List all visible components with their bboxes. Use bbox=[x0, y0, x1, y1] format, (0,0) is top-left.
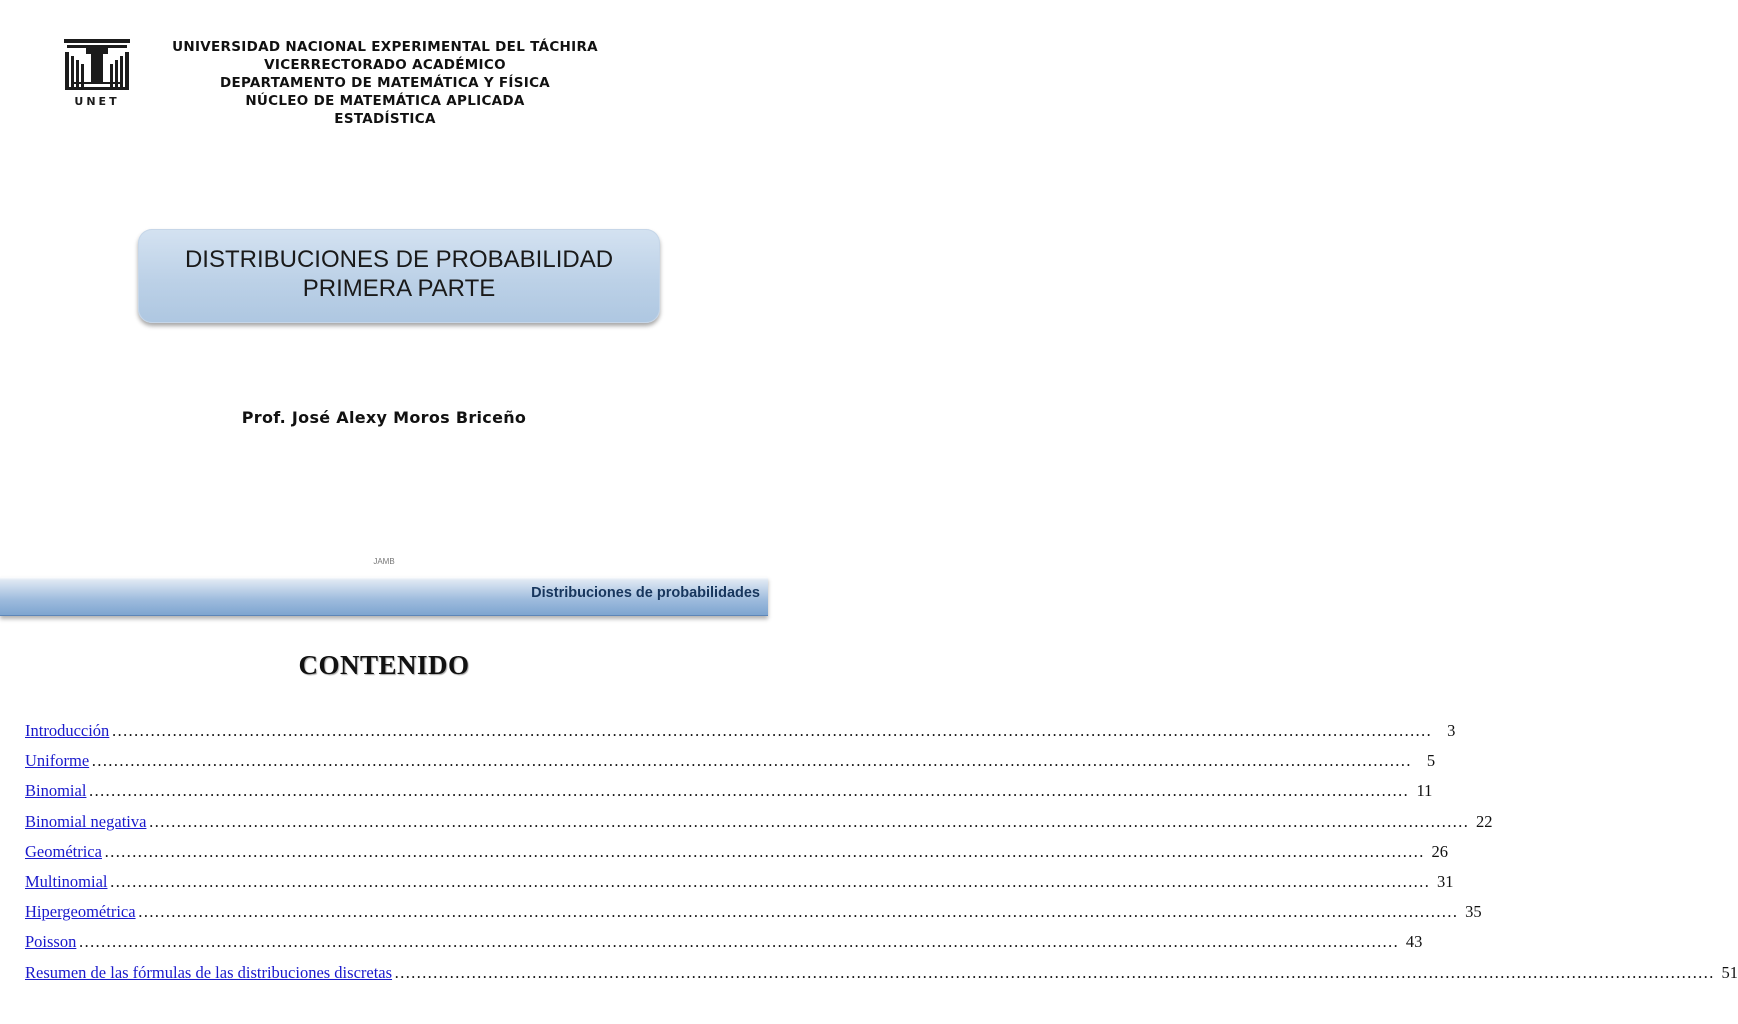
toc-row bbox=[25, 716, 1456, 746]
institution-line: DEPARTAMENTO DE MATEMÁTICA Y FÍSICA bbox=[219, 75, 551, 91]
institution-header bbox=[140, 38, 630, 128]
toc-row bbox=[25, 867, 1454, 897]
institution-line: ESTADÍSTICA bbox=[334, 111, 436, 127]
toc-page-number: 35 bbox=[1465, 902, 1482, 922]
toc-leader: …………………………………………………………………………………………………………………………………………………………………………………………………………………… bbox=[91, 751, 1412, 771]
toc-row bbox=[25, 897, 1482, 927]
toc-link[interactable]: Geométrica bbox=[25, 841, 102, 861]
toc-leader: …………………………………………………………………………………………………………………………………………………………………………………………………………………… bbox=[111, 721, 1432, 741]
institution-line: NÚCLEO DE MATEMÁTICA APLICADA bbox=[245, 93, 525, 109]
toc-page-number: 31 bbox=[1437, 872, 1454, 892]
toc-link[interactable]: Uniforme bbox=[25, 751, 90, 771]
toc-page-number: 51 bbox=[1721, 962, 1738, 982]
toc-page-number: 5 bbox=[1426, 751, 1436, 771]
title-line-1: DISTRIBUCIONES DE PROBABILIDAD bbox=[184, 246, 614, 273]
toc-row bbox=[25, 746, 1436, 776]
toc-leader: …………………………………………………………………………………………………………………………………………………………………………………………………………………… bbox=[394, 962, 1715, 982]
toc-row bbox=[25, 807, 1493, 837]
toc-leader: …………………………………………………………………………………………………………………………………………………………………………………………………………………… bbox=[148, 811, 1469, 831]
toc-leader: …………………………………………………………………………………………………………………………………………………………………………………………………………………… bbox=[109, 872, 1430, 892]
toc-page-number: 11 bbox=[1416, 781, 1433, 801]
toc-leader: …………………………………………………………………………………………………………………………………………………………………………………………………………………… bbox=[103, 841, 1424, 861]
title-box bbox=[138, 229, 660, 323]
toc-link[interactable]: Introducción bbox=[25, 721, 110, 741]
toc-link[interactable]: Binomial bbox=[25, 781, 87, 801]
toc-page-number: 26 bbox=[1431, 841, 1448, 861]
toc-link[interactable]: Resumen de las fórmulas de las distribuciones discretas bbox=[25, 962, 393, 982]
toc-row bbox=[25, 837, 1448, 867]
toc-link[interactable]: Poisson bbox=[25, 932, 77, 952]
band-label: Distribuciones de probabilidades bbox=[531, 585, 760, 601]
toc-row bbox=[25, 927, 1423, 957]
toc-page-number: 3 bbox=[1447, 721, 1456, 741]
toc-page-number: 22 bbox=[1475, 811, 1493, 831]
page-header-band bbox=[0, 577, 768, 616]
toc-link[interactable]: Hipergeométrica bbox=[25, 902, 136, 922]
institution-line: UNIVERSIDAD NACIONAL EXPERIMENTAL DEL TÁCHIRA bbox=[172, 39, 598, 55]
institution-line: VICERRECTORADO ACADÉMICO bbox=[264, 57, 506, 73]
author-name: Prof. José Alexy Moros Briceño bbox=[241, 408, 527, 427]
toc-leader: …………………………………………………………………………………………………………………………………………………………………………………………………………………… bbox=[88, 781, 1409, 801]
toc-leader: …………………………………………………………………………………………………………………………………………………………………………………………………………………… bbox=[137, 902, 1458, 922]
toc-page-number: 43 bbox=[1405, 932, 1423, 952]
footer-tag: JAMB bbox=[373, 557, 395, 566]
toc-row bbox=[25, 776, 1433, 806]
unet-logo bbox=[62, 38, 132, 108]
toc-row bbox=[25, 958, 1738, 988]
table-of-contents bbox=[25, 716, 1738, 988]
contents-title: CONTENIDO bbox=[298, 650, 470, 680]
toc-leader: …………………………………………………………………………………………………………………………………………………………………………………………………………………… bbox=[78, 932, 1399, 952]
title-line-2: PRIMERA PARTE bbox=[302, 275, 496, 302]
logo-text: UNET bbox=[74, 95, 120, 108]
toc-link[interactable]: Multinomial bbox=[25, 872, 108, 892]
toc-link[interactable]: Binomial negativa bbox=[25, 811, 147, 831]
